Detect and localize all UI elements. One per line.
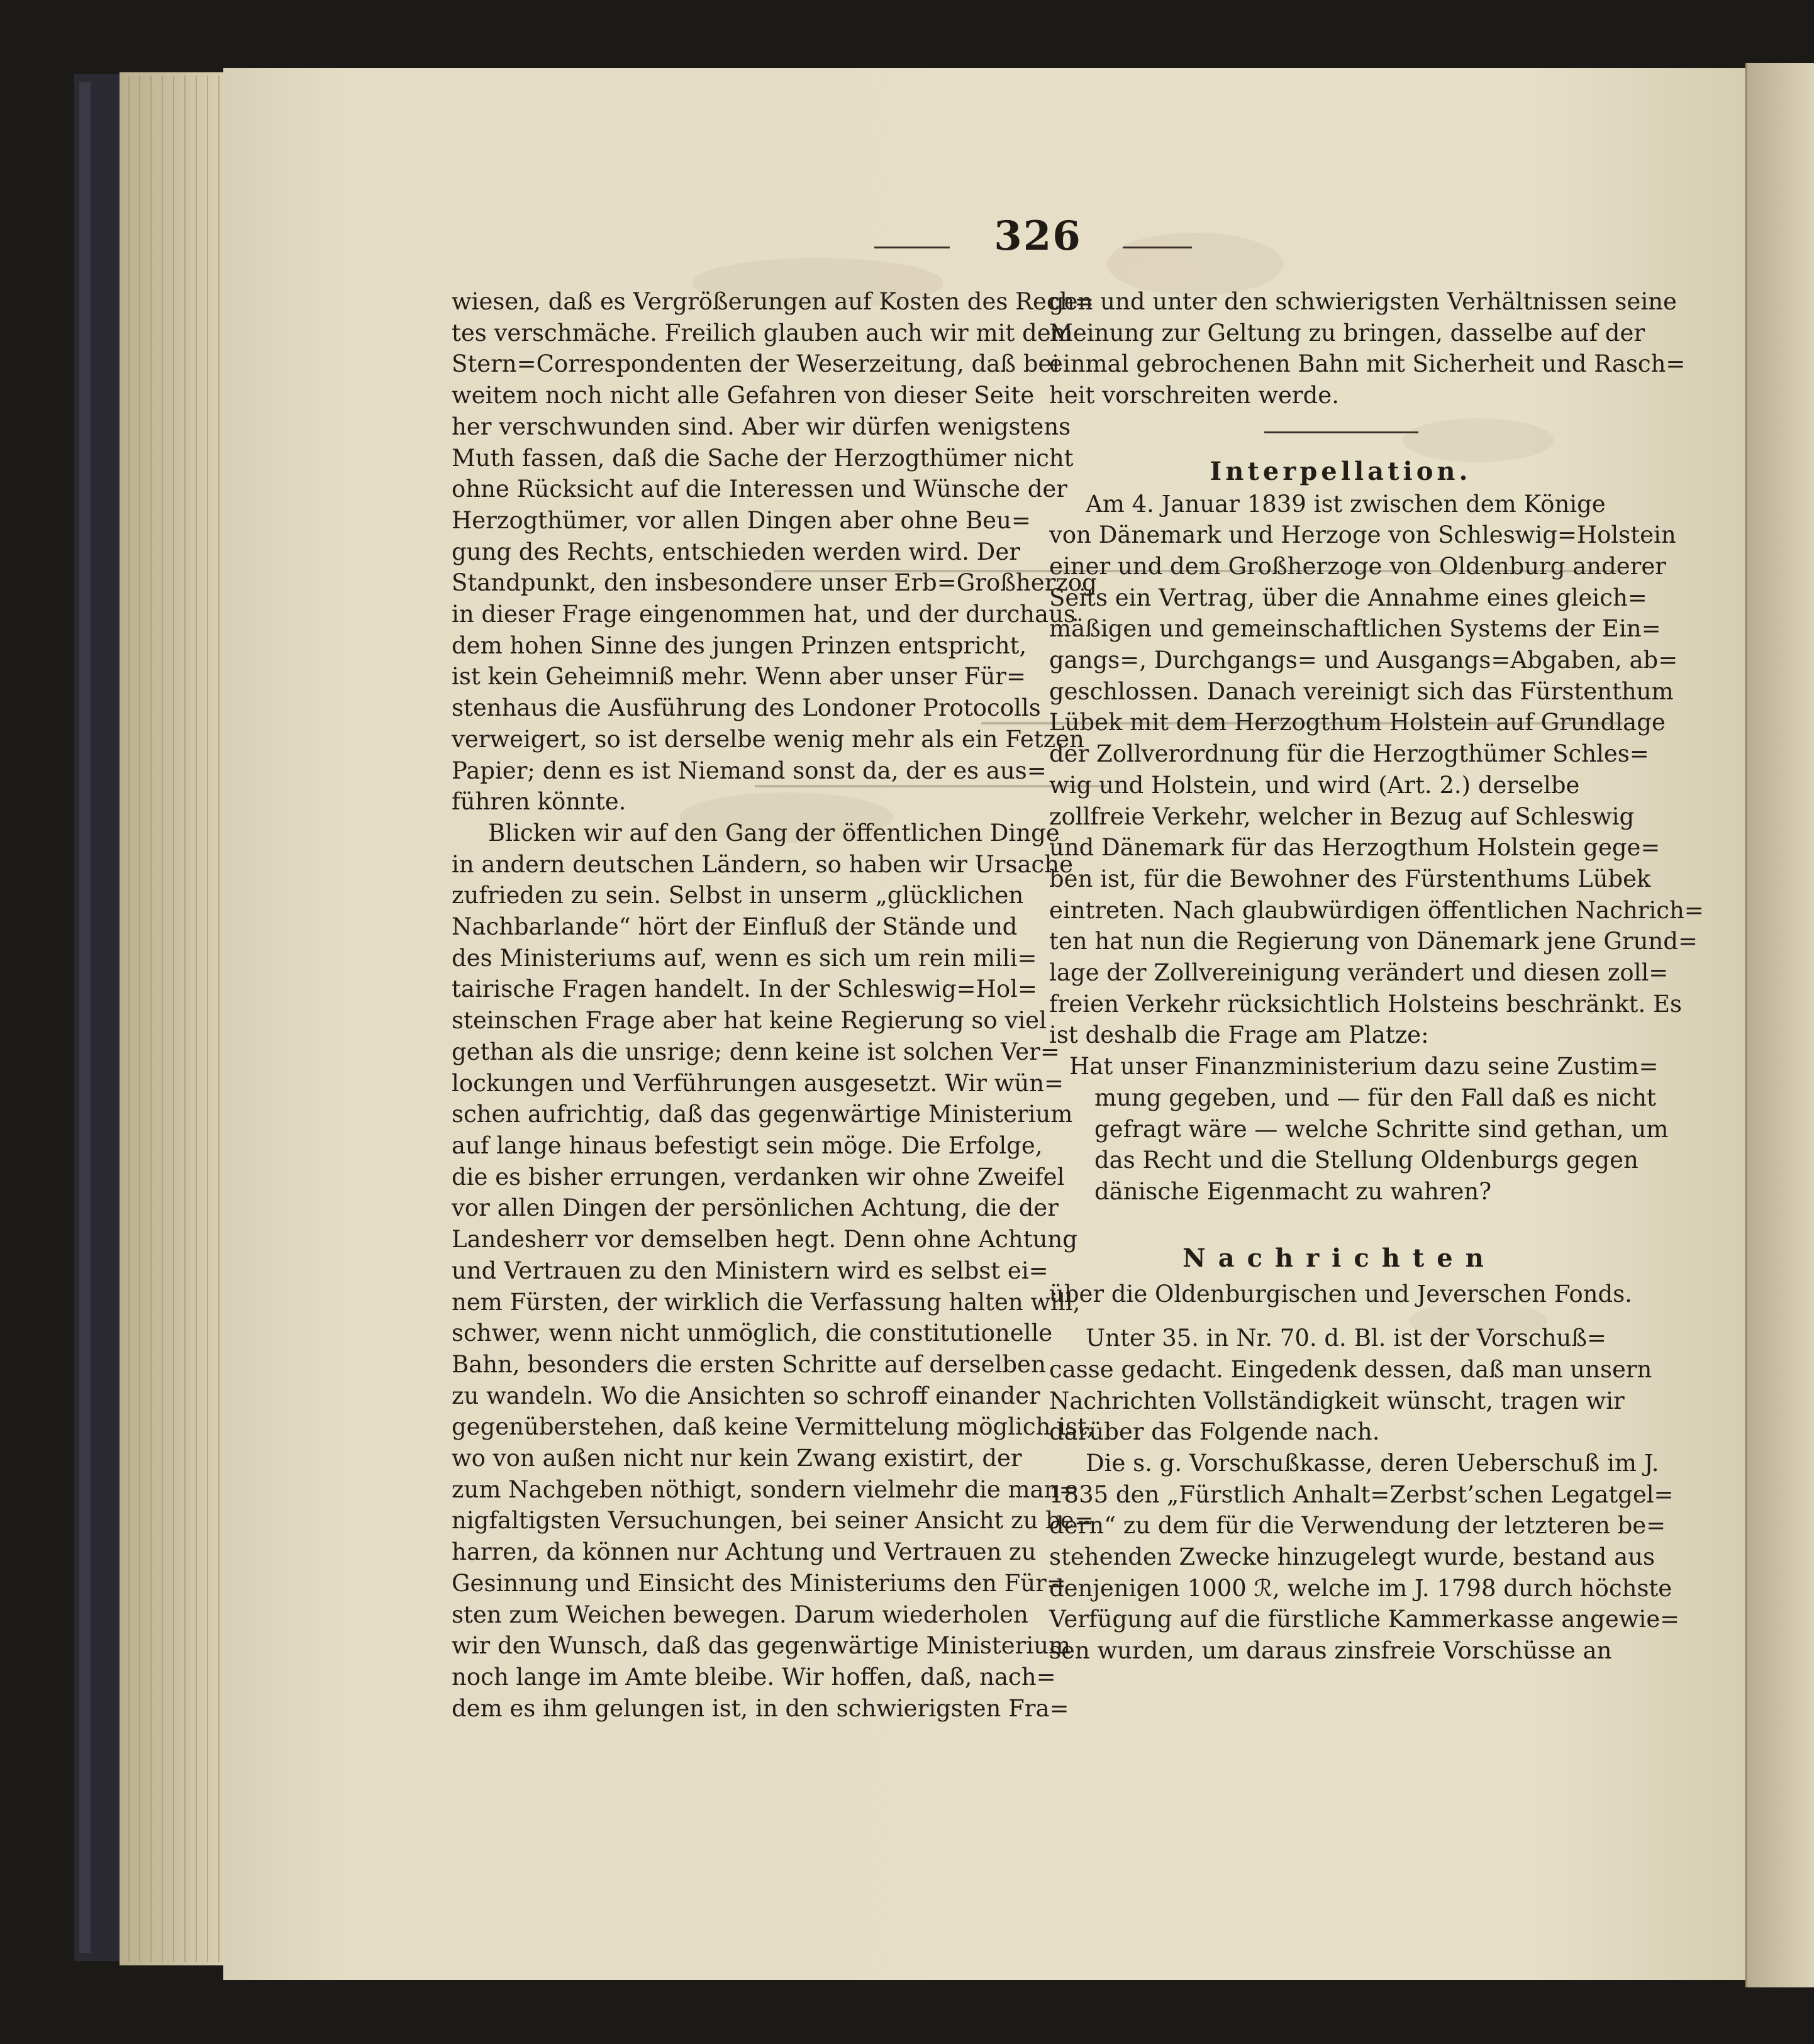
page-number-rule-left	[874, 247, 950, 248]
text-line: noch lange im Amte bleibe. Wir hoffen, daß, nach=	[452, 1663, 1056, 1691]
text-line: wig und Holstein, und wird (Art. 2.) derselbe	[1049, 771, 1580, 799]
facing-page-edge	[1745, 63, 1814, 1987]
text-line: Meinung zur Geltung zu bringen, dasselbe auf der	[1049, 319, 1645, 347]
question-line: das Recht und die Stellung Oldenburgs gegen	[1094, 1147, 1639, 1174]
text-line: tairische Fragen handelt. In der Schleswig=Hol=	[452, 975, 1038, 1003]
text-line: dem hohen Sinne des jungen Prinzen entspricht,	[452, 631, 1027, 659]
text-line: und Vertrauen zu den Ministern wird es selbst ei=	[452, 1257, 1049, 1284]
text-line: gegenüberstehen, daß keine Vermittelung möglich ist,	[452, 1413, 1094, 1441]
text-line: gen und unter den schwierigsten Verhältnissen seine	[1049, 288, 1677, 315]
text-line: Landesherr vor demselben hegt. Denn ohne Achtung	[452, 1226, 1077, 1253]
text-line: Stern=Correspondenten der Weserzeitung, daß bei	[452, 350, 1060, 378]
text-line: eintreten. Nach glaubwürdigen öffentlichen Nachrich=	[1049, 896, 1704, 924]
text-line: heit vorschreiten werde.	[1049, 382, 1339, 409]
text-line: Verfügung auf die fürstliche Kammerkasse angewie=	[1049, 1606, 1680, 1633]
text-line: einer und dem Großherzoge von Oldenburg anderer	[1049, 552, 1666, 580]
paragraph-start-line: Die s. g. Vorschußkasse, deren Ueberschuß im J.	[1086, 1449, 1659, 1477]
right-column	[1049, 286, 1704, 1667]
text-line: verweigert, so ist derselbe wenig mehr als ein Fetzen	[452, 725, 1084, 753]
text-line: schen aufrichtig, daß das gegenwärtige Ministerium	[452, 1101, 1073, 1128]
text-line: mäßigen und gemeinschaftlichen Systems der Ein=	[1049, 615, 1661, 643]
section-separator	[1264, 431, 1418, 433]
text-line: zu wandeln. Wo die Ansichten so schroff einander	[452, 1382, 1040, 1409]
text-line: steinschen Frage aber hat keine Regierung so viel	[452, 1007, 1047, 1035]
text-line: Gesinnung und Einsicht des Ministeriums den Für=	[452, 1569, 1066, 1597]
text-line: gethan als die unsrige; denn keine ist solchen Ver=	[452, 1038, 1060, 1065]
nachrichten-heading: Nachrichten	[1182, 1243, 1496, 1273]
text-line: Bahn, besonders die ersten Schritte auf derselben	[452, 1350, 1046, 1378]
text-line: darüber das Folgende nach.	[1049, 1418, 1380, 1446]
text-line: Papier; denn es ist Niemand sonst da, der es aus=	[452, 757, 1047, 784]
text-line: Muth fassen, daß die Sache der Herzogthümer nicht	[452, 444, 1074, 472]
text-line: sen wurden, um daraus zinsfreie Vorschüsse an	[1049, 1637, 1612, 1665]
question-line: gefragt wäre — welche Schritte sind gethan, um	[1094, 1115, 1669, 1143]
text-line: ist deshalb die Frage am Platze:	[1049, 1021, 1429, 1049]
text-line: einmal gebrochenen Bahn mit Sicherheit und Rasch=	[1049, 350, 1686, 378]
text-line: casse gedacht. Eingedenk dessen, daß man unsern	[1049, 1355, 1652, 1383]
text-line: der Zollverordnung für die Herzogthümer Schles=	[1049, 740, 1649, 768]
text-line: vor allen Dingen der persönlichen Achtung, die der	[452, 1194, 1059, 1222]
text-line: schwer, wenn nicht unmöglich, die constitutionelle	[452, 1319, 1053, 1347]
text-line: geschlossen. Danach vereinigt sich das Fürstenthum	[1049, 677, 1674, 705]
text-line: zollfreie Verkehr, welcher in Bezug auf Schleswig	[1049, 803, 1635, 830]
text-line: in andern deutschen Ländern, so haben wir Ursache	[452, 850, 1073, 878]
text-line: ist kein Geheimniß mehr. Wenn aber unser Für=	[452, 663, 1026, 691]
interpellation-heading: Interpellation.	[1210, 456, 1472, 486]
text-line: wir den Wunsch, daß das gegenwärtige Ministerium	[452, 1632, 1071, 1660]
text-line: 1835 den „Fürstlich Anhalt=Zerbst’schen Legatgel=	[1049, 1480, 1674, 1508]
text-line: freien Verkehr rücksichtlich Holsteins beschränkt. Es	[1049, 990, 1683, 1018]
page-number: 326	[994, 213, 1082, 260]
left-column	[452, 286, 1097, 1724]
text-line: gung des Rechts, entschieden werden wird. Der	[452, 538, 1020, 565]
text-line: zufrieden zu sein. Selbst in unserm „glücklichen	[452, 882, 1024, 909]
text-line: in dieser Frage eingenommen hat, und der durchaus	[452, 601, 1076, 628]
text-line: lockungen und Verführungen ausgesetzt. Wir wün=	[452, 1069, 1064, 1097]
text-line: dem es ihm gelungen ist, in den schwierigsten Fra=	[452, 1694, 1069, 1722]
text-line: zum Nachgeben nöthigt, sondern vielmehr die man=	[452, 1475, 1079, 1503]
question-line: mung gegeben, und — für den Fall daß es nicht	[1094, 1084, 1656, 1111]
text-line: nigfaltigsten Versuchungen, bei seiner Ansicht zu be=	[452, 1507, 1094, 1535]
text-line: denjenigen 1000 ℛ, welche im J. 1798 durch höchste	[1049, 1574, 1672, 1602]
text-line: Seits ein Vertrag, über die Annahme eines gleich=	[1049, 584, 1647, 611]
interpellation-question	[1049, 1051, 1669, 1208]
text-line: und Dänemark für das Herzogthum Holstein gege=	[1049, 834, 1661, 862]
text-line: harren, da können nur Achtung und Vertrauen zu	[452, 1538, 1037, 1566]
text-line: stenhaus die Ausführung des Londoner Protocolls	[452, 694, 1041, 722]
text-line: weitem noch nicht alle Gefahren von dieser Seite	[452, 382, 1035, 409]
question-line: Hat unser Finanzministerium dazu seine Zustim=	[1069, 1053, 1659, 1080]
text-line: Lübek mit dem Herzogthum Holstein auf Grundlage	[1049, 709, 1666, 736]
text-line: ten hat nun die Regierung von Dänemark jene Grund=	[1049, 928, 1698, 955]
text-line: wiesen, daß es Vergrößerungen auf Kosten des Rech=	[452, 288, 1094, 315]
text-line: führen könnte.	[452, 788, 626, 816]
text-line: von Dänemark und Herzoge von Schleswig=Holstein	[1049, 521, 1676, 549]
text-line: ohne Rücksicht auf die Interessen und Wünsche der	[452, 475, 1067, 503]
text-line: gangs=, Durchgangs= und Ausgangs=Abgaben, ab=	[1049, 647, 1678, 674]
text-line: her verschwunden sind. Aber wir dürfen wenigstens	[452, 413, 1071, 440]
text-line: auf lange hinaus befestigt sein möge. Die Erfolge,	[452, 1131, 1043, 1159]
text-line: nem Fürsten, der wirklich die Verfassung halten will,	[452, 1288, 1081, 1316]
question-line: dänische Eigenmacht zu wahren?	[1094, 1177, 1492, 1205]
text-line: des Ministeriums auf, wenn es sich um rein mili=	[452, 944, 1037, 972]
nachrichten-subheading: über die Oldenburgischen und Jeverschen Fonds.	[1049, 1280, 1632, 1308]
text-line: Standpunkt, den insbesondere unser Erb=Großherzog	[452, 569, 1097, 597]
paragraph-start-line: Unter 35. in Nr. 70. d. Bl. ist der Vorschuß=	[1086, 1325, 1606, 1352]
text-line: Nachrichten Vollständigkeit wünscht, tragen wir	[1049, 1387, 1625, 1414]
text-line: sten zum Weichen bewegen. Darum wiederholen	[452, 1601, 1028, 1628]
paragraph-start-line: Blicken wir auf den Gang der öffentlichen Dinge	[488, 819, 1060, 847]
text-line: ben ist, für die Bewohner des Fürstenthums Lübek	[1049, 865, 1651, 892]
text-line: dern“ zu dem für die Verwendung der letzteren be=	[1049, 1512, 1666, 1540]
text-line: Nachbarlande“ hört der Einfluß der Stände und	[452, 913, 1018, 941]
page-number-rule-right	[1123, 247, 1192, 248]
text-line: lage der Zollvereinigung verändert und diesen zoll=	[1049, 959, 1669, 987]
text-line: Herzogthümer, vor allen Dingen aber ohne Beu=	[452, 506, 1031, 534]
text-line: die es bisher errungen, verdanken wir ohne Zweifel	[452, 1163, 1065, 1191]
text-line: tes verschmäche. Freilich glauben auch wir mit dem	[452, 319, 1073, 347]
text-line: stehenden Zwecke hinzugelegt wurde, bestand aus	[1049, 1543, 1655, 1571]
paragraph-start-line: Am 4. Januar 1839 ist zwischen dem Könige	[1086, 490, 1606, 518]
text-line: wo von außen nicht nur kein Zwang existirt, der	[452, 1445, 1022, 1472]
